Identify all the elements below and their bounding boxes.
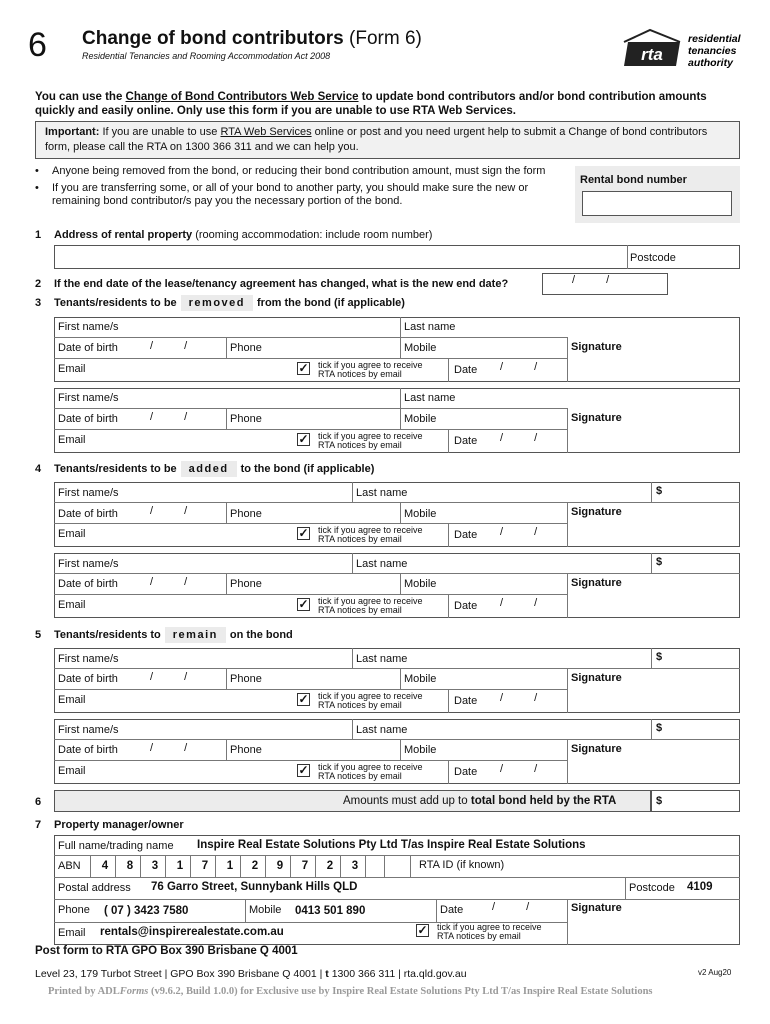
dob-field[interactable]: Date of birth — [58, 342, 118, 354]
bond-amount-field[interactable]: $ — [656, 485, 663, 497]
important-notice: Important: If you are unable to use RTA Web Services online or post and you need urgent help to submit a Change of bond contributors form, please call the RTA on 1300 366 311 and we can help you. — [35, 121, 740, 159]
abn-digit[interactable]: 9 — [276, 860, 284, 872]
postal-address-value[interactable]: 76 Garro Street, Sunnybank Hills QLD — [151, 881, 358, 893]
mobile-field[interactable]: Mobile — [404, 744, 437, 756]
mobile-field[interactable]: Mobile — [404, 673, 437, 685]
rental-bond-number-label: Rental bond number — [580, 174, 687, 186]
last-name-field[interactable]: Last name — [356, 487, 408, 499]
postcode-value[interactable]: 4109 — [687, 881, 713, 893]
first-name-field[interactable]: First name/s — [58, 321, 119, 333]
postcode-label: Postcode — [629, 882, 675, 894]
email-consent-checkbox[interactable]: ✓ — [298, 526, 309, 540]
first-name-field[interactable]: First name/s — [58, 487, 119, 499]
date-field[interactable]: Date — [454, 529, 478, 541]
last-name-field[interactable]: Last name — [404, 392, 456, 404]
mobile-field[interactable]: Mobile — [404, 342, 437, 354]
section-number: 3 — [35, 297, 42, 309]
date-field[interactable]: Date — [454, 364, 478, 376]
bond-amount-field[interactable]: $ — [656, 722, 663, 734]
signature-field[interactable]: Signature — [571, 743, 622, 755]
web-service-link[interactable]: Change of Bond Contributors Web Service — [125, 91, 359, 103]
email-label: Email — [58, 927, 86, 939]
section-number: 7 — [35, 819, 42, 831]
abn-digit[interactable]: 7 — [301, 860, 309, 872]
section-5-heading: Tenants/residents to remain on the bond — [54, 629, 293, 641]
signature-field[interactable]: Signature — [571, 412, 622, 424]
logo-mark: rta — [641, 45, 663, 64]
last-name-field[interactable]: Last name — [404, 321, 456, 333]
signature-field[interactable]: Signature — [571, 506, 622, 518]
full-name-value[interactable]: Inspire Real Estate Solutions Pty Ltd T/as Inspire Real Estate Solutions — [197, 839, 586, 851]
date-field[interactable]: Date — [440, 904, 464, 916]
abn-digit[interactable]: 3 — [351, 860, 359, 872]
email-field[interactable]: Email — [58, 363, 86, 375]
post-instructions: Post form to RTA GPO Box 390 Brisbane Q 4001 — [35, 945, 298, 957]
form-title: Change of bond contributors (Form 6) — [82, 28, 422, 49]
email-consent-checkbox[interactable]: ✓ — [298, 432, 309, 446]
abn-digit[interactable]: 7 — [201, 860, 209, 872]
abn-digit[interactable]: 1 — [226, 860, 234, 872]
signature-field[interactable]: Signature — [571, 341, 622, 353]
date-separators: / / — [572, 274, 624, 286]
last-name-field[interactable]: Last name — [356, 724, 408, 736]
section-1-heading: Address of rental property (rooming accommodation: include room number) — [54, 229, 433, 241]
phone-label: Phone — [58, 904, 90, 916]
date-field[interactable]: Date — [454, 600, 478, 612]
first-name-field[interactable]: First name/s — [58, 392, 119, 404]
rta-logo — [620, 26, 745, 72]
bullet-item: • If you are transferring some, or all of your bond to another party, you should make sure the new or remaining bond contributor/s pay you the necessary portion of the bond. — [35, 182, 565, 208]
section-number: 2 — [35, 278, 42, 290]
mobile-field[interactable]: Mobile — [404, 413, 437, 425]
abn-digit[interactable]: 2 — [251, 860, 259, 872]
instructions-list — [35, 165, 565, 212]
printed-by: Printed by ADLForms (v9.6.2, Build 1.0.0) for Exclusive use by Inspire Real Estate Solutions Pty Ltd T/as Inspire Real Estate Solutions — [48, 986, 653, 997]
first-name-field[interactable]: First name/s — [58, 724, 119, 736]
footer-address: Level 23, 179 Turbot Street | GPO Box 390 Brisbane Q 4001 | t 1300 366 311 | rta.qld.gov.au — [35, 968, 467, 980]
email-field[interactable]: Email — [58, 528, 86, 540]
section-7-heading: Property manager/owner — [54, 819, 184, 831]
email-value[interactable]: rentals@inspirerealestate.com.au — [100, 926, 284, 938]
section-3-heading: Tenants/residents to be removed from the bond (if applicable) — [54, 297, 405, 309]
email-consent-checkbox[interactable]: ✓ — [298, 763, 309, 777]
abn-digit[interactable]: 1 — [176, 860, 184, 872]
phone-field[interactable]: Phone — [230, 342, 262, 354]
mobile-field[interactable]: Mobile — [404, 578, 437, 590]
version-label: v2 Aug20 — [698, 968, 732, 977]
total-note-text: Amounts must add up to total bond held by the RTA — [343, 795, 617, 807]
email-consent-checkbox[interactable]: ✓ — [298, 361, 309, 375]
logo-line: residential — [688, 33, 741, 45]
total-bond-input[interactable] — [651, 790, 740, 812]
section-2-heading: If the end date of the lease/tenancy agreement has changed, what is the new end date? — [54, 278, 509, 290]
logo-line: authority — [688, 57, 733, 69]
email-consent-checkbox[interactable]: ✓ — [298, 692, 309, 706]
phone-value[interactable]: ( 07 ) 3423 7580 — [104, 905, 189, 917]
signature-field[interactable]: Signature — [571, 902, 622, 914]
abn-digit[interactable]: 8 — [126, 860, 134, 872]
full-name-label: Full name/trading name — [58, 840, 174, 852]
rta-web-services-link[interactable]: RTA Web Services — [220, 126, 312, 138]
first-name-field[interactable]: First name/s — [58, 653, 119, 665]
rental-bond-number-input[interactable] — [582, 191, 732, 216]
abn-label: ABN — [58, 860, 81, 872]
abn-digit[interactable]: 2 — [326, 860, 334, 872]
date-field[interactable]: Date — [454, 766, 478, 778]
intro-text: You can use the Change of Bond Contributors Web Service to update bond contributors and/or bond contribution amounts quickly and easily online. Only use this form if you are unable to use RTA Web Services. — [35, 91, 707, 117]
rta-id-label[interactable]: RTA ID (if known) — [419, 859, 505, 871]
date-field[interactable]: Date — [454, 695, 478, 707]
dob-field[interactable]: Date of birth — [58, 508, 118, 520]
logo-line: tenancies — [688, 45, 737, 57]
phone-field[interactable]: Phone — [230, 673, 262, 685]
bond-amount-field[interactable]: $ — [656, 651, 663, 663]
mobile-value[interactable]: 0413 501 890 — [295, 905, 366, 917]
date-field[interactable]: Date — [454, 435, 478, 447]
email-field[interactable]: Email — [58, 765, 86, 777]
abn-digit[interactable]: 3 — [151, 860, 159, 872]
phone-field[interactable]: Phone — [230, 578, 262, 590]
email-field[interactable]: Email — [58, 599, 86, 611]
first-name-field[interactable]: First name/s — [58, 558, 119, 570]
email-field[interactable]: Email — [58, 434, 86, 446]
dob-field[interactable]: Date of birth — [58, 578, 118, 590]
signature-field[interactable]: Signature — [571, 577, 622, 589]
postcode-label: Postcode — [630, 252, 676, 264]
postal-address-label: Postal address — [58, 882, 131, 894]
bullet-item: • Anyone being removed from the bond, or reducing their bond contribution amount, must sign the form — [35, 165, 565, 178]
dob-field[interactable]: Date of birth — [58, 413, 118, 425]
form-subtitle: Residential Tenancies and Rooming Accommodation Act 2008 — [82, 51, 331, 61]
section-number: 6 — [35, 796, 42, 808]
section-number: 5 — [35, 629, 42, 641]
dob-field[interactable]: Date of birth — [58, 744, 118, 756]
form-number: 6 — [28, 26, 47, 64]
email-consent-checkbox[interactable]: ✓ — [417, 923, 428, 937]
mobile-label: Mobile — [249, 904, 282, 916]
phone-field[interactable]: Phone — [230, 508, 262, 520]
dob-field[interactable]: Date of birth — [58, 673, 118, 685]
phone-field[interactable]: Phone — [230, 744, 262, 756]
phone-field[interactable]: Phone — [230, 413, 262, 425]
last-name-field[interactable]: Last name — [356, 558, 408, 570]
mobile-field[interactable]: Mobile — [404, 508, 437, 520]
section-number: 4 — [35, 463, 42, 475]
signature-field[interactable]: Signature — [571, 672, 622, 684]
email-consent-checkbox[interactable]: ✓ — [298, 597, 309, 611]
last-name-field[interactable]: Last name — [356, 653, 408, 665]
bond-amount-field[interactable]: $ — [656, 556, 663, 568]
section-4-heading: Tenants/residents to be added to the bond (if applicable) — [54, 463, 375, 475]
email-field[interactable]: Email — [58, 694, 86, 706]
section-number: 1 — [35, 229, 42, 241]
abn-digit[interactable]: 4 — [101, 860, 109, 872]
